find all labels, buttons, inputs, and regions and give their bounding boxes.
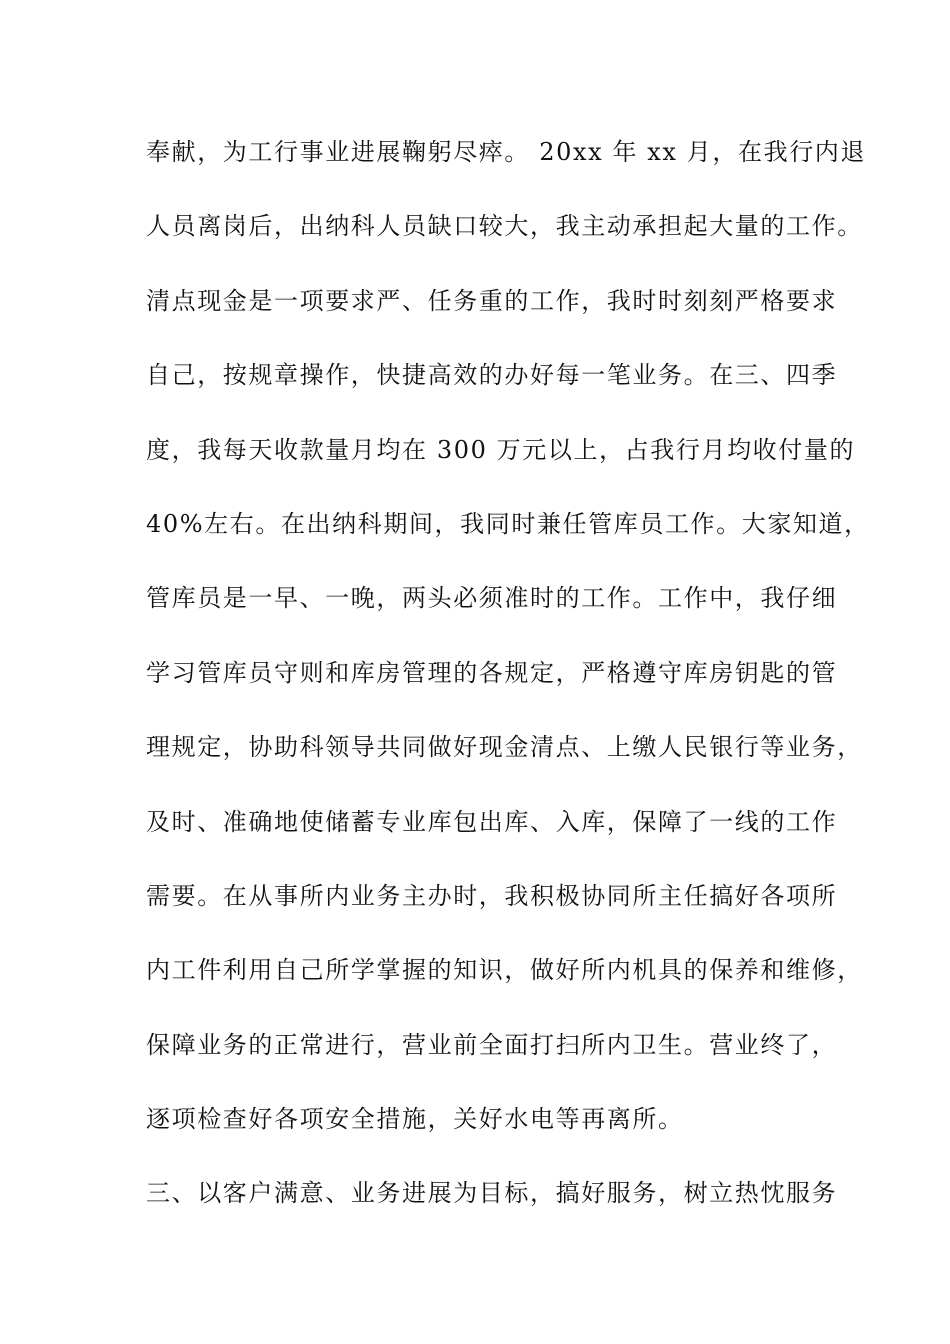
- text-line: 内工件利用自己所学掌握的知识，做好所内机具的保养和维修，: [146, 956, 863, 985]
- text-line: 保障业务的正常进行，营业前全面打扫所内卫生。营业终了，: [146, 1030, 838, 1059]
- text-line: 奉献，为工行事业进展鞠躬尽瘁。 20xx 年 xx 月，在我行内退: [146, 138, 866, 166]
- text-line: 度，我每天收款量月均在 300 万元以上，占我行月均收付量的: [146, 435, 856, 464]
- text-line: 清点现金是一项要求严、任务重的工作，我时时刻刻严格要求: [146, 286, 838, 315]
- text-line: 管库员是一早、一晚，两头必须准时的工作。工作中，我仔细: [146, 584, 838, 613]
- text-line: 人员离岗后，出纳科人员缺口较大，我主动承担起大量的工作。: [146, 212, 863, 241]
- text-line: 40%左右。在出纳科期间，我同时兼任管库员工作。大家知道，: [146, 509, 870, 538]
- body-text: [146, 132, 870, 1248]
- section-heading: 三、以客户满意、业务进展为目标，搞好服务，树立热忱服务: [146, 1179, 838, 1208]
- text-line: 理规定，协助科领导共同做好现金清点、上缴人民银行等业务，: [146, 733, 863, 762]
- text-line: 需要。在从事所内业务主办时，我积极协同所主任搞好各项所: [146, 881, 838, 910]
- text-line: 自己，按规章操作，快捷高效的办好每一笔业务。在三、四季: [146, 361, 838, 390]
- text-line: 及时、准确地使储蓄专业库包出库、入库，保障了一线的工作: [146, 807, 838, 836]
- text-line: 逐项检查好各项安全措施，关好水电等再离所。: [146, 1105, 684, 1134]
- text-line: 学习管库员守则和库房管理的各规定，严格遵守库房钥匙的管: [146, 658, 838, 687]
